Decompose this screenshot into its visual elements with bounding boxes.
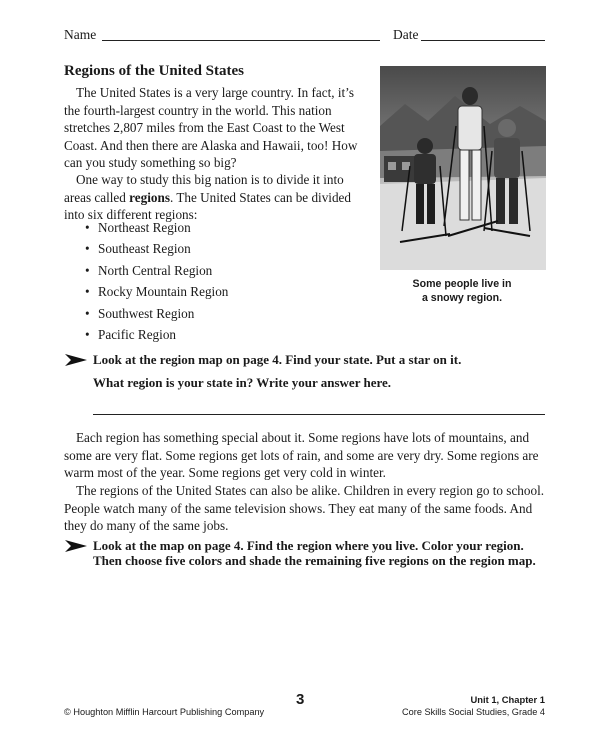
answer-line[interactable] <box>93 414 545 415</box>
instruction-2-line-1: Look at the map on page 4. Find the region where you live. Color your region. <box>93 538 524 553</box>
unit-chapter: Unit 1, Chapter 1 <box>470 694 545 705</box>
date-label: Date <box>393 27 419 42</box>
name-label: Name <box>64 27 97 42</box>
intro-paragraph-1: The United States is a very large country. In fact, it’s the fourth-largest country in the world. This nation stretches 2,807 miles from the East Coast to the West Coast. And then there are Alaska and Hawaii, too! How can you study something so big? <box>64 85 358 171</box>
skiers-illustration <box>380 66 546 270</box>
list-item: • Southeast Region <box>85 241 191 256</box>
instruction-1-line-1: Look at the region map on page 4. Find your state. Put a star on it. <box>93 352 462 367</box>
series-title: Core Skills Social Studies, Grade 4 <box>402 707 545 717</box>
intro-p2-text: One way to study this big nation is to divide it into areas called <box>64 172 344 205</box>
photo-caption-line-1: Some people live in <box>412 278 512 290</box>
body-paragraph-1: Each region has something special about it. Some regions have lots of mountains, and some are very flat. Some regions get lots of rain, and some are very dry. Some regions are warm most of the year. Some regions get very cold in winter. <box>64 430 539 481</box>
list-item: • Northeast Region <box>85 220 191 235</box>
copyright: © Houghton Mifflin Harcourt Publishing Company <box>64 707 265 717</box>
list-item: • Southwest Region <box>85 306 195 321</box>
list-item: • Pacific Region <box>85 327 177 342</box>
photo-caption-line-2: a snowy region. <box>421 292 503 304</box>
list-item: • North Central Region <box>85 263 213 278</box>
arrow-icon <box>65 540 87 552</box>
intro-p2-text-end: . The United States can be divided into six different regions: <box>64 189 352 223</box>
name-line[interactable] <box>102 40 380 41</box>
instruction-1-line-2: What region is your state in? Write your answer here. <box>93 375 392 390</box>
page-number: 3 <box>296 691 305 708</box>
list-item: • Rocky Mountain Region <box>85 284 229 299</box>
body-paragraph-2: The regions of the United States can also be alike. Children in every region go to school. People watch many of the same television shows. They eat many of the same foods. And they do many of the same jobs. <box>64 483 545 534</box>
page-title: Regions of the United States <box>64 63 244 79</box>
skiing-family-photo <box>380 66 546 270</box>
regions-term: regions <box>129 189 170 205</box>
intro-paragraph-2 <box>64 171 370 224</box>
instruction-2-line-2: Then choose five colors and shade the remaining five regions on the region map. <box>93 553 536 568</box>
date-line[interactable] <box>421 40 545 41</box>
arrow-icon <box>65 354 87 366</box>
